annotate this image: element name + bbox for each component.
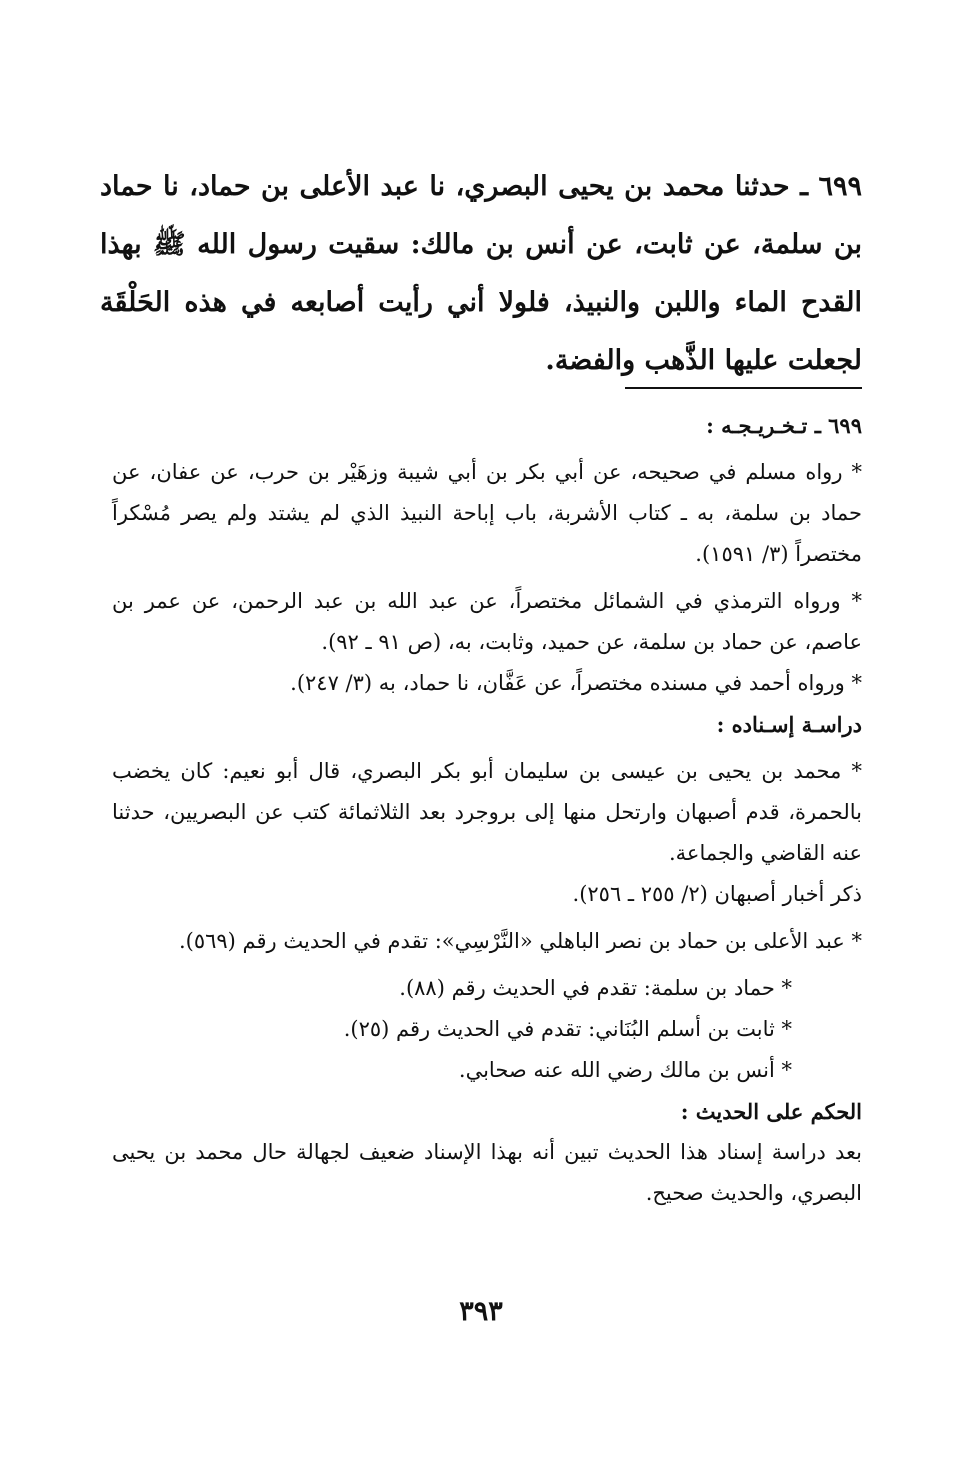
isnad-item: * حماد بن سلمة: تقدم في الحديث رقم (٨٨).: [399, 976, 792, 1000]
takhrij-heading: ٦٩٩ ـ تـخـريـجـه :: [706, 413, 862, 438]
isnad-heading: دراسـة إسـناده :: [716, 712, 862, 737]
hukm-text: بعد دراسة إسناد هذا الحديث تبين أنه بهذا الإسناد ضعيف لجهالة حال محمد بن يحيى البصري، والحديث صحيح.: [112, 1140, 862, 1205]
isnad-reference: ذكر أخبار أصبهان (٢/ ٢٥٥ ـ ٢٥٦).: [572, 882, 862, 906]
takhrij-item: * رواه مسلم في صحيحه، عن أبي بكر بن أبي شيبة وزهَيْر بن حرب، عن عفان، عن حماد بن سلمة، به ـ كتاب الأشربة، باب إباحة النبيذ الذي لم يشتد ولم يصر مُسْكراً مختصراً (٣/ ١٥٩١).: [112, 460, 862, 566]
page-number: ٣٩٣: [459, 1296, 503, 1327]
isnad-item: * أنس بن مالك رضي الله عنه صحابي.: [458, 1058, 792, 1082]
hukm-heading: الحكم على الحديث :: [680, 1099, 862, 1124]
isnad-item: * ثابت بن أسلم البُنَاني: تقدم في الحديث رقم (٢٥).: [343, 1017, 792, 1041]
isnad-item: * عبد الأعلى بن حماد بن نصر الباهلي «النَّرْسِي»: تقدم في الحديث رقم (٥٦٩).: [178, 929, 862, 953]
footnote-separator: [625, 387, 862, 389]
hadith-number: ٦٩٩ ـ: [800, 171, 862, 202]
takhrij-item: * ورواه أحمد في مسنده مختصراً، عن عَفَّان، نا حماد، به (٣/ ٢٤٧).: [290, 671, 862, 695]
takhrij-item: * ورواه الترمذي في الشمائل مختصراً، عن عبد الله بن عبد الرحمن، عن عمر بن عاصم، عن حماد بن سلمة، عن حميد، وثابت، به، (ص ٩١ ـ ٩٢).: [112, 589, 862, 654]
footnotes: [112, 405, 862, 1214]
hadith-text: حدثنا محمد بن يحيى البصري، نا عبد الأعلى بن حماد، نا حماد بن سلمة، عن ثابت، عن أنس بن مالك: سقيت رسول الله ﷺ بهذا القدح الماء واللبن والنبيذ، فلولا أني رأيت أصابعه في هذه الحَلْقَة لجعلت عليها الذَّهب والفضة.: [100, 171, 862, 376]
main-hadith: [100, 158, 862, 390]
isnad-item: * محمد بن يحيى بن عيسى بن سليمان أبو بكر البصري، قال أبو نعيم: كان يخضب بالحمرة، قدم أصبهان وارتحل منها إلى بروجرد بعد الثلاثمائة كتب عن البصريين، حدثنا عنه القاضي والجماعة.: [112, 759, 862, 865]
